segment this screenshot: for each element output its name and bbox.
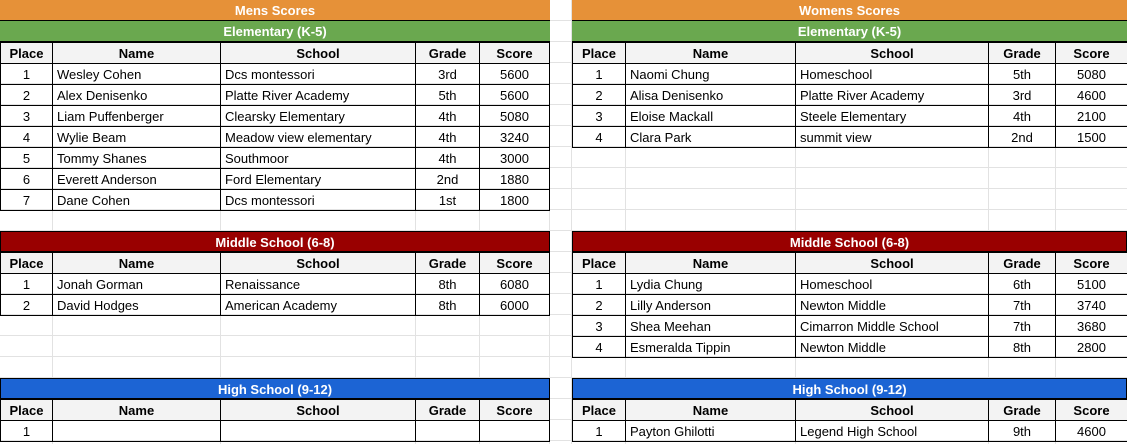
- column-header-place[interactable]: Place: [1, 400, 53, 421]
- table-row: [573, 295, 1127, 316]
- mens-middle-table[interactable]: [0, 252, 550, 316]
- column-header-grade[interactable]: Grade: [989, 43, 1056, 64]
- cell-name[interactable]: Eloise Mackall: [626, 106, 796, 127]
- cell-place[interactable]: 2: [573, 85, 626, 106]
- score-table: [572, 252, 1127, 358]
- header-row: [1, 253, 550, 274]
- table-row: [1, 127, 550, 148]
- score-table: [572, 399, 1127, 442]
- cell-school[interactable]: Newton Middle: [796, 337, 989, 358]
- cell-grade[interactable]: 4th: [989, 106, 1056, 127]
- cell-name[interactable]: David Hodges: [53, 295, 221, 316]
- cell-score[interactable]: 1500: [1056, 127, 1127, 148]
- cell-grade[interactable]: 4th: [416, 148, 480, 169]
- cell-school[interactable]: Clearsky Elementary: [221, 106, 416, 127]
- column-header-grade[interactable]: Grade: [416, 253, 480, 274]
- womens-scores-header[interactable]: [572, 0, 1127, 42]
- cell-place[interactable]: 1: [573, 421, 626, 442]
- cell-score[interactable]: 3740: [1056, 295, 1127, 316]
- cell-place[interactable]: 2: [1, 85, 53, 106]
- cell-place[interactable]: 6: [1, 169, 53, 190]
- cell-name[interactable]: Payton Ghilotti: [626, 421, 796, 442]
- cell-score[interactable]: 4600: [1056, 421, 1127, 442]
- cell-school[interactable]: Homeschool: [796, 64, 989, 85]
- column-header-school[interactable]: School: [796, 400, 989, 421]
- column-header-place[interactable]: Place: [1, 43, 53, 64]
- cell-school[interactable]: Platte River Academy: [221, 85, 416, 106]
- column-header-name[interactable]: Name: [626, 43, 796, 64]
- cell-grade[interactable]: 8th: [416, 274, 480, 295]
- womens-high-heading: High School (9-12): [572, 378, 1127, 399]
- womens-middle-table[interactable]: [572, 252, 1127, 358]
- cell-grade[interactable]: 3rd: [989, 85, 1056, 106]
- cell-school[interactable]: Ford Elementary: [221, 169, 416, 190]
- cell-name[interactable]: Jonah Gorman: [53, 274, 221, 295]
- womens-middle-heading: Middle School (6-8): [572, 231, 1127, 252]
- cell-grade[interactable]: 6th: [989, 274, 1056, 295]
- table-row: [573, 316, 1127, 337]
- cell-school[interactable]: summit view: [796, 127, 989, 148]
- column-header-place[interactable]: Place: [573, 253, 626, 274]
- womens-high-table[interactable]: [572, 399, 1127, 442]
- table-row: [573, 337, 1127, 358]
- cell-grade[interactable]: 2nd: [989, 127, 1056, 148]
- cell-grade[interactable]: 4th: [416, 127, 480, 148]
- cell-school[interactable]: Dcs montessori: [221, 64, 416, 85]
- womens-elementary-table[interactable]: [572, 42, 1127, 148]
- mens-elementary-heading: Elementary (K-5): [0, 21, 550, 42]
- column-header-grade[interactable]: Grade: [989, 253, 1056, 274]
- cell-grade[interactable]: 8th: [416, 295, 480, 316]
- womens-elementary-heading: Elementary (K-5): [572, 21, 1127, 42]
- cell-name[interactable]: Clara Park: [626, 127, 796, 148]
- table-row: [573, 421, 1127, 442]
- cell-name[interactable]: Alisa Denisenko: [626, 85, 796, 106]
- cell-school[interactable]: [221, 421, 416, 442]
- cell-place[interactable]: 1: [573, 64, 626, 85]
- column-header-school[interactable]: School: [796, 43, 989, 64]
- score-table: [0, 399, 550, 442]
- cell-place[interactable]: 4: [1, 127, 53, 148]
- cell-score[interactable]: 2800: [1056, 337, 1127, 358]
- column-header-name[interactable]: Name: [53, 43, 221, 64]
- cell-school[interactable]: Cimarron Middle School: [796, 316, 989, 337]
- column-header-score[interactable]: Score: [1056, 400, 1127, 421]
- table-row: [1, 190, 550, 211]
- cell-school[interactable]: Southmoor: [221, 148, 416, 169]
- score-table: [0, 252, 550, 316]
- cell-grade[interactable]: 8th: [989, 337, 1056, 358]
- mens-high-heading-row[interactable]: [0, 378, 550, 399]
- column-header-place[interactable]: Place: [573, 43, 626, 64]
- table-row: [573, 64, 1127, 85]
- table-row: [573, 85, 1127, 106]
- cell-school[interactable]: Newton Middle: [796, 295, 989, 316]
- cell-grade[interactable]: 1st: [416, 190, 480, 211]
- cell-place[interactable]: 1: [1, 274, 53, 295]
- cell-score[interactable]: 5080: [480, 106, 550, 127]
- mens-middle-heading-row[interactable]: [0, 231, 550, 252]
- column-header-school[interactable]: School: [796, 253, 989, 274]
- table-row: [1, 64, 550, 85]
- cell-grade[interactable]: 4th: [416, 106, 480, 127]
- table-row: [1, 295, 550, 316]
- cell-score[interactable]: 1800: [480, 190, 550, 211]
- column-header-score[interactable]: Score: [480, 400, 550, 421]
- cell-school[interactable]: Legend High School: [796, 421, 989, 442]
- cell-name[interactable]: Lilly Anderson: [626, 295, 796, 316]
- table-row: [573, 106, 1127, 127]
- cell-score[interactable]: 3680: [1056, 316, 1127, 337]
- cell-score[interactable]: [480, 421, 550, 442]
- cell-name[interactable]: Esmeralda Tippin: [626, 337, 796, 358]
- cell-score[interactable]: 5100: [1056, 274, 1127, 295]
- womens-high-heading-row[interactable]: [572, 378, 1127, 399]
- table-row: [573, 274, 1127, 295]
- column-header-grade[interactable]: Grade: [416, 400, 480, 421]
- cell-score[interactable]: 5600: [480, 85, 550, 106]
- cell-grade[interactable]: 9th: [989, 421, 1056, 442]
- mens-high-table[interactable]: [0, 399, 550, 442]
- table-row: [573, 127, 1127, 148]
- cell-score[interactable]: 3000: [480, 148, 550, 169]
- header-row: [573, 253, 1127, 274]
- cell-grade[interactable]: 3rd: [416, 64, 480, 85]
- cell-score[interactable]: 5080: [1056, 64, 1127, 85]
- cell-name[interactable]: Everett Anderson: [53, 169, 221, 190]
- womens-title: Womens Scores: [572, 0, 1127, 21]
- cell-name[interactable]: Wesley Cohen: [53, 64, 221, 85]
- column-header-name[interactable]: Name: [53, 400, 221, 421]
- mens-title: Mens Scores: [0, 0, 550, 21]
- column-header-score[interactable]: Score: [480, 43, 550, 64]
- cell-school[interactable]: Steele Elementary: [796, 106, 989, 127]
- column-header-grade[interactable]: Grade: [989, 400, 1056, 421]
- cell-place[interactable]: 2: [573, 295, 626, 316]
- cell-place[interactable]: 1: [1, 64, 53, 85]
- cell-name[interactable]: Liam Puffenberger: [53, 106, 221, 127]
- table-row: [1, 169, 550, 190]
- cell-name[interactable]: Wylie Beam: [53, 127, 221, 148]
- cell-name[interactable]: [53, 421, 221, 442]
- header-row: [1, 43, 550, 64]
- column-header-school[interactable]: School: [221, 400, 416, 421]
- cell-place[interactable]: 3: [573, 106, 626, 127]
- header-row: [573, 400, 1127, 421]
- cell-name[interactable]: Shea Meehan: [626, 316, 796, 337]
- cell-place[interactable]: 1: [573, 274, 626, 295]
- cell-score[interactable]: 4600: [1056, 85, 1127, 106]
- cell-school[interactable]: American Academy: [221, 295, 416, 316]
- cell-school[interactable]: Homeschool: [796, 274, 989, 295]
- cell-place[interactable]: 4: [573, 337, 626, 358]
- table-row: [1, 85, 550, 106]
- cell-name[interactable]: Naomi Chung: [626, 64, 796, 85]
- column-header-place[interactable]: Place: [573, 400, 626, 421]
- header-row: [573, 43, 1127, 64]
- cell-score[interactable]: 6080: [480, 274, 550, 295]
- cell-place[interactable]: 3: [573, 316, 626, 337]
- cell-score[interactable]: 5600: [480, 64, 550, 85]
- column-header-place[interactable]: Place: [1, 253, 53, 274]
- cell-place[interactable]: 5: [1, 148, 53, 169]
- cell-grade[interactable]: 2nd: [416, 169, 480, 190]
- cell-school[interactable]: Dcs montessori: [221, 190, 416, 211]
- column-header-name[interactable]: Name: [53, 253, 221, 274]
- cell-name[interactable]: Alex Denisenko: [53, 85, 221, 106]
- table-row: [1, 274, 550, 295]
- cell-place[interactable]: 7: [1, 190, 53, 211]
- womens-middle-heading-row[interactable]: [572, 231, 1127, 252]
- cell-score[interactable]: 2100: [1056, 106, 1127, 127]
- mens-middle-heading: Middle School (6-8): [0, 231, 550, 252]
- table-row: [1, 421, 550, 442]
- table-row: [1, 106, 550, 127]
- cell-score[interactable]: 6000: [480, 295, 550, 316]
- column-header-score[interactable]: Score: [1056, 43, 1127, 64]
- cell-name[interactable]: Tommy Shanes: [53, 148, 221, 169]
- cell-school[interactable]: Meadow view elementary: [221, 127, 416, 148]
- score-table: [572, 42, 1127, 148]
- cell-grade[interactable]: 7th: [989, 295, 1056, 316]
- cell-place[interactable]: 1: [1, 421, 53, 442]
- cell-grade[interactable]: 5th: [416, 85, 480, 106]
- cell-name[interactable]: Dane Cohen: [53, 190, 221, 211]
- mens-scores-header[interactable]: [0, 0, 550, 42]
- mens-high-heading: High School (9-12): [0, 378, 550, 399]
- mens-elementary-table[interactable]: [0, 42, 550, 211]
- cell-grade[interactable]: 5th: [989, 64, 1056, 85]
- header-row: [1, 400, 550, 421]
- score-table: [0, 42, 550, 211]
- cell-place[interactable]: 3: [1, 106, 53, 127]
- column-header-school[interactable]: School: [221, 43, 416, 64]
- cell-place[interactable]: 4: [573, 127, 626, 148]
- cell-name[interactable]: Lydia Chung: [626, 274, 796, 295]
- column-header-school[interactable]: School: [221, 253, 416, 274]
- cell-score[interactable]: 1880: [480, 169, 550, 190]
- column-header-grade[interactable]: Grade: [416, 43, 480, 64]
- cell-grade[interactable]: [416, 421, 480, 442]
- column-header-name[interactable]: Name: [626, 400, 796, 421]
- cell-school[interactable]: Renaissance: [221, 274, 416, 295]
- column-header-score[interactable]: Score: [1056, 253, 1127, 274]
- cell-score[interactable]: 3240: [480, 127, 550, 148]
- table-row: [1, 148, 550, 169]
- column-header-score[interactable]: Score: [480, 253, 550, 274]
- cell-place[interactable]: 2: [1, 295, 53, 316]
- cell-grade[interactable]: 7th: [989, 316, 1056, 337]
- cell-school[interactable]: Platte River Academy: [796, 85, 989, 106]
- column-header-name[interactable]: Name: [626, 253, 796, 274]
